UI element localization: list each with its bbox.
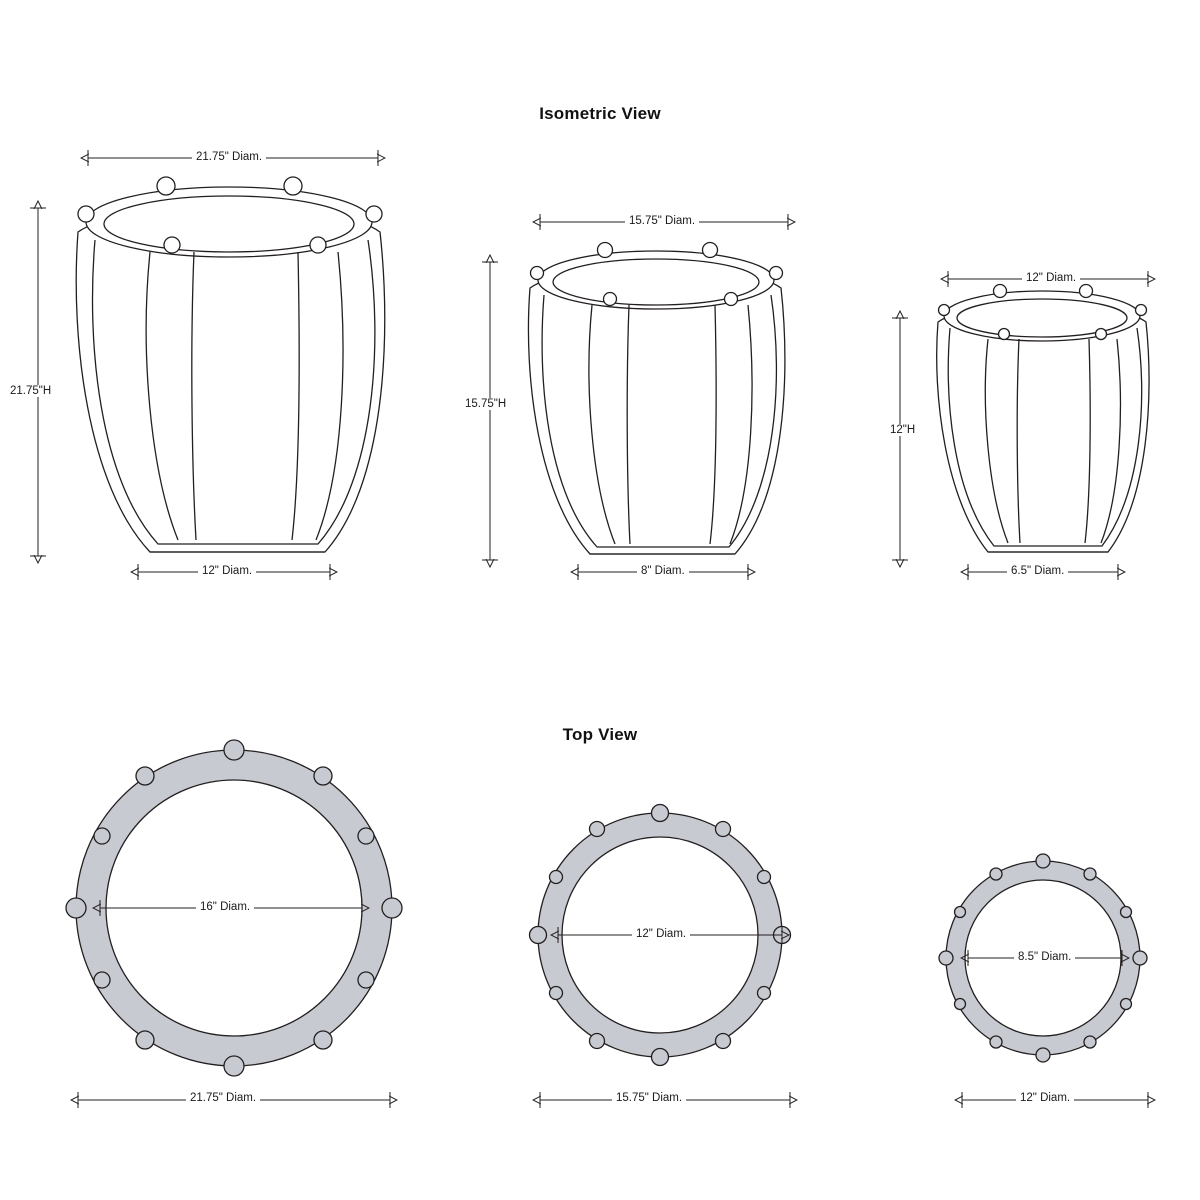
iso-drum-medium bbox=[528, 243, 784, 555]
isometric-view-title: Isometric View bbox=[539, 104, 661, 123]
label-base-diam-large: 12" Diam. bbox=[198, 565, 256, 577]
label-outer-diam-top-medium: 15.75" Diam. bbox=[612, 1092, 686, 1104]
iso-drum-large bbox=[76, 177, 385, 552]
top-view-title: Top View bbox=[562, 725, 638, 744]
label-top-diam-medium: 15.75" Diam. bbox=[625, 215, 699, 227]
label-inner-diam-top-large: 16" Diam. bbox=[196, 901, 254, 913]
label-base-diam-small: 6.5" Diam. bbox=[1007, 565, 1068, 577]
label-top-diam-small: 12" Diam. bbox=[1022, 272, 1080, 284]
label-height-small: 12"H bbox=[886, 424, 919, 436]
dim-height-small bbox=[892, 318, 908, 560]
label-height-medium: 15.75"H bbox=[461, 398, 510, 410]
label-outer-diam-top-small: 12" Diam. bbox=[1016, 1092, 1074, 1104]
label-inner-diam-top-small: 8.5" Diam. bbox=[1014, 951, 1075, 963]
label-base-diam-medium: 8" Diam. bbox=[637, 565, 689, 577]
dim-height-large bbox=[30, 208, 46, 556]
dim-height-medium bbox=[482, 262, 498, 560]
iso-drum-small bbox=[937, 285, 1149, 553]
label-height-large: 21.75"H bbox=[6, 385, 55, 397]
label-inner-diam-top-medium: 12" Diam. bbox=[632, 928, 690, 940]
label-outer-diam-top-large: 21.75" Diam. bbox=[186, 1092, 260, 1104]
label-top-diam-large: 21.75" Diam. bbox=[192, 151, 266, 163]
